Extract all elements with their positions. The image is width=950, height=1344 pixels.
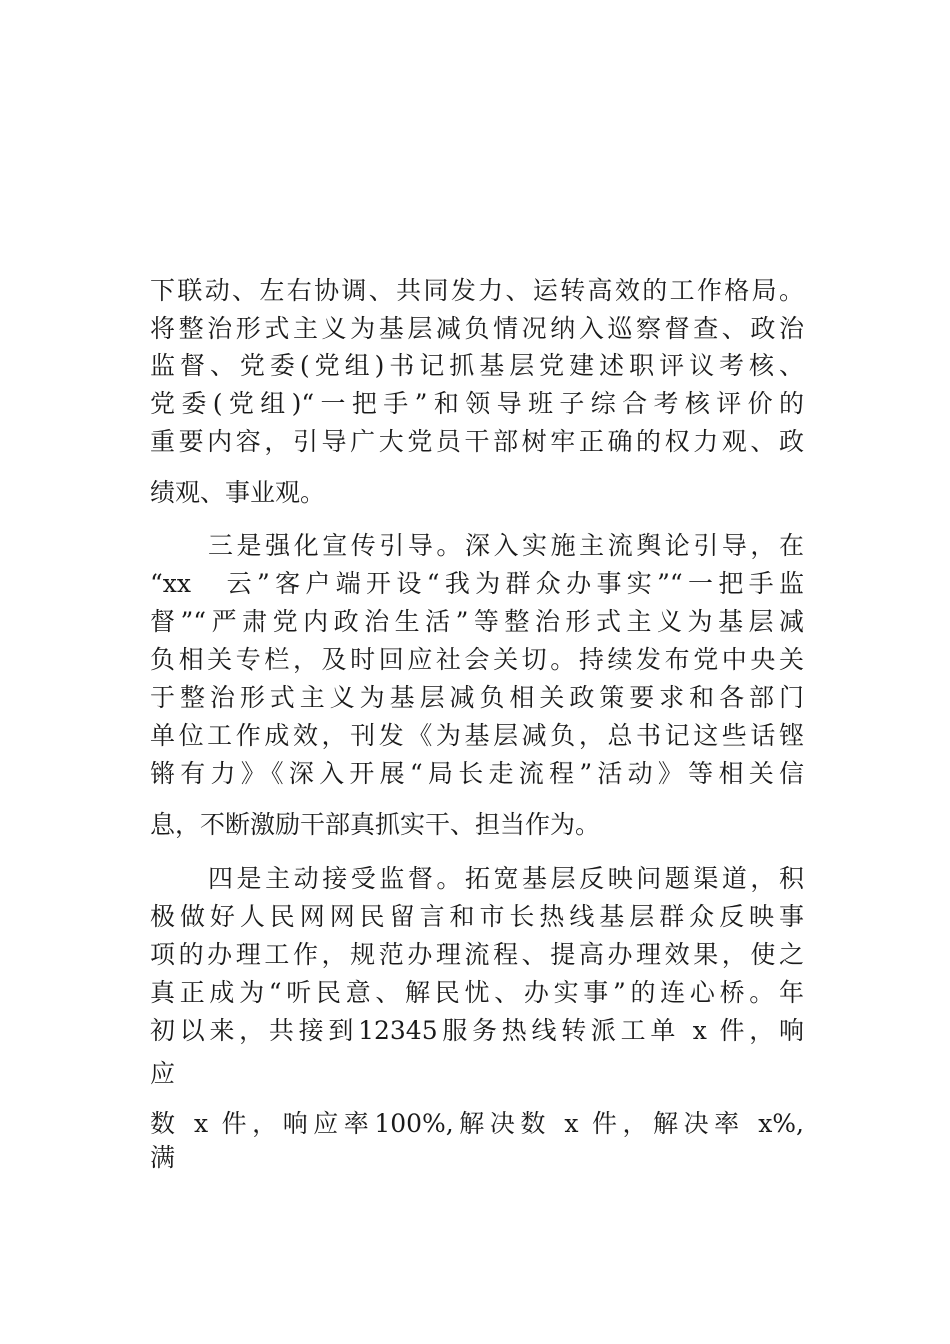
paragraph-2-line-6: 单位工作成效，刊发《为基层减负，总书记这些话铿: [150, 721, 804, 750]
paragraph-2-line-4: 负相关专栏，及时回应社会关切。持续发布党中央关: [150, 645, 804, 674]
paragraph-4-line-1: 数 x 件，响应率100%,解决数 x 件，解决率 x%,: [150, 1109, 804, 1138]
paragraph-2-line-7: 锵有力》《深入开展“局长走流程”活动》等相关信: [150, 759, 804, 788]
paragraph-1-line-5: 重要内容，引导广大党员干部树牢正确的权力观、政: [150, 427, 804, 456]
paragraph-1-line-3: 监督、党委(党组)书记抓基层党建述职评议考核、: [150, 351, 804, 380]
paragraph-3-line-2: 极做好人民网网民留言和市长热线基层群众反映事: [150, 902, 804, 931]
paragraph-2-line-2: “xx 云”客户端开设“我为群众办事实”“一把手监: [150, 569, 804, 598]
paragraph-1-line-4: 党委(党组)“一把手”和领导班子综合考核评价的: [150, 389, 804, 418]
paragraph-2-line-3: 督”“严肃党内政治生活”等整治形式主义为基层减: [150, 607, 804, 636]
paragraph-4-line-2: 满: [150, 1143, 176, 1172]
paragraph-1-line-2: 将整治形式主义为基层减负情况纳入巡察督查、政治: [150, 314, 804, 343]
paragraph-3-line-4: 真正成为“听民意、解民忧、办实事”的连心桥。年: [150, 978, 804, 1007]
paragraph-3-line-3: 项的办理工作，规范办理流程、提高办理效果，使之: [150, 940, 804, 969]
paragraph-3-line-6: 应: [150, 1059, 176, 1088]
paragraph-2-line-5: 于整治形式主义为基层减负相关政策要求和各部门: [150, 683, 804, 712]
paragraph-1-line-6: 绩观、事业观。: [150, 478, 326, 507]
paragraph-3-line-1: 四是主动接受监督。拓宽基层反映问题渠道，积: [208, 864, 804, 893]
paragraph-3-line-5: 初以来，共接到12345服务热线转派工单 x 件，响: [150, 1016, 804, 1045]
paragraph-2-line-8: 息，不断激励干部真抓实干、担当作为。: [150, 810, 601, 839]
paragraph-2-line-1: 三是强化宣传引导。深入实施主流舆论引导，在: [208, 531, 804, 560]
paragraph-1-line-1: 下联动、左右协调、共同发力、运转高效的工作格局。: [150, 276, 804, 305]
